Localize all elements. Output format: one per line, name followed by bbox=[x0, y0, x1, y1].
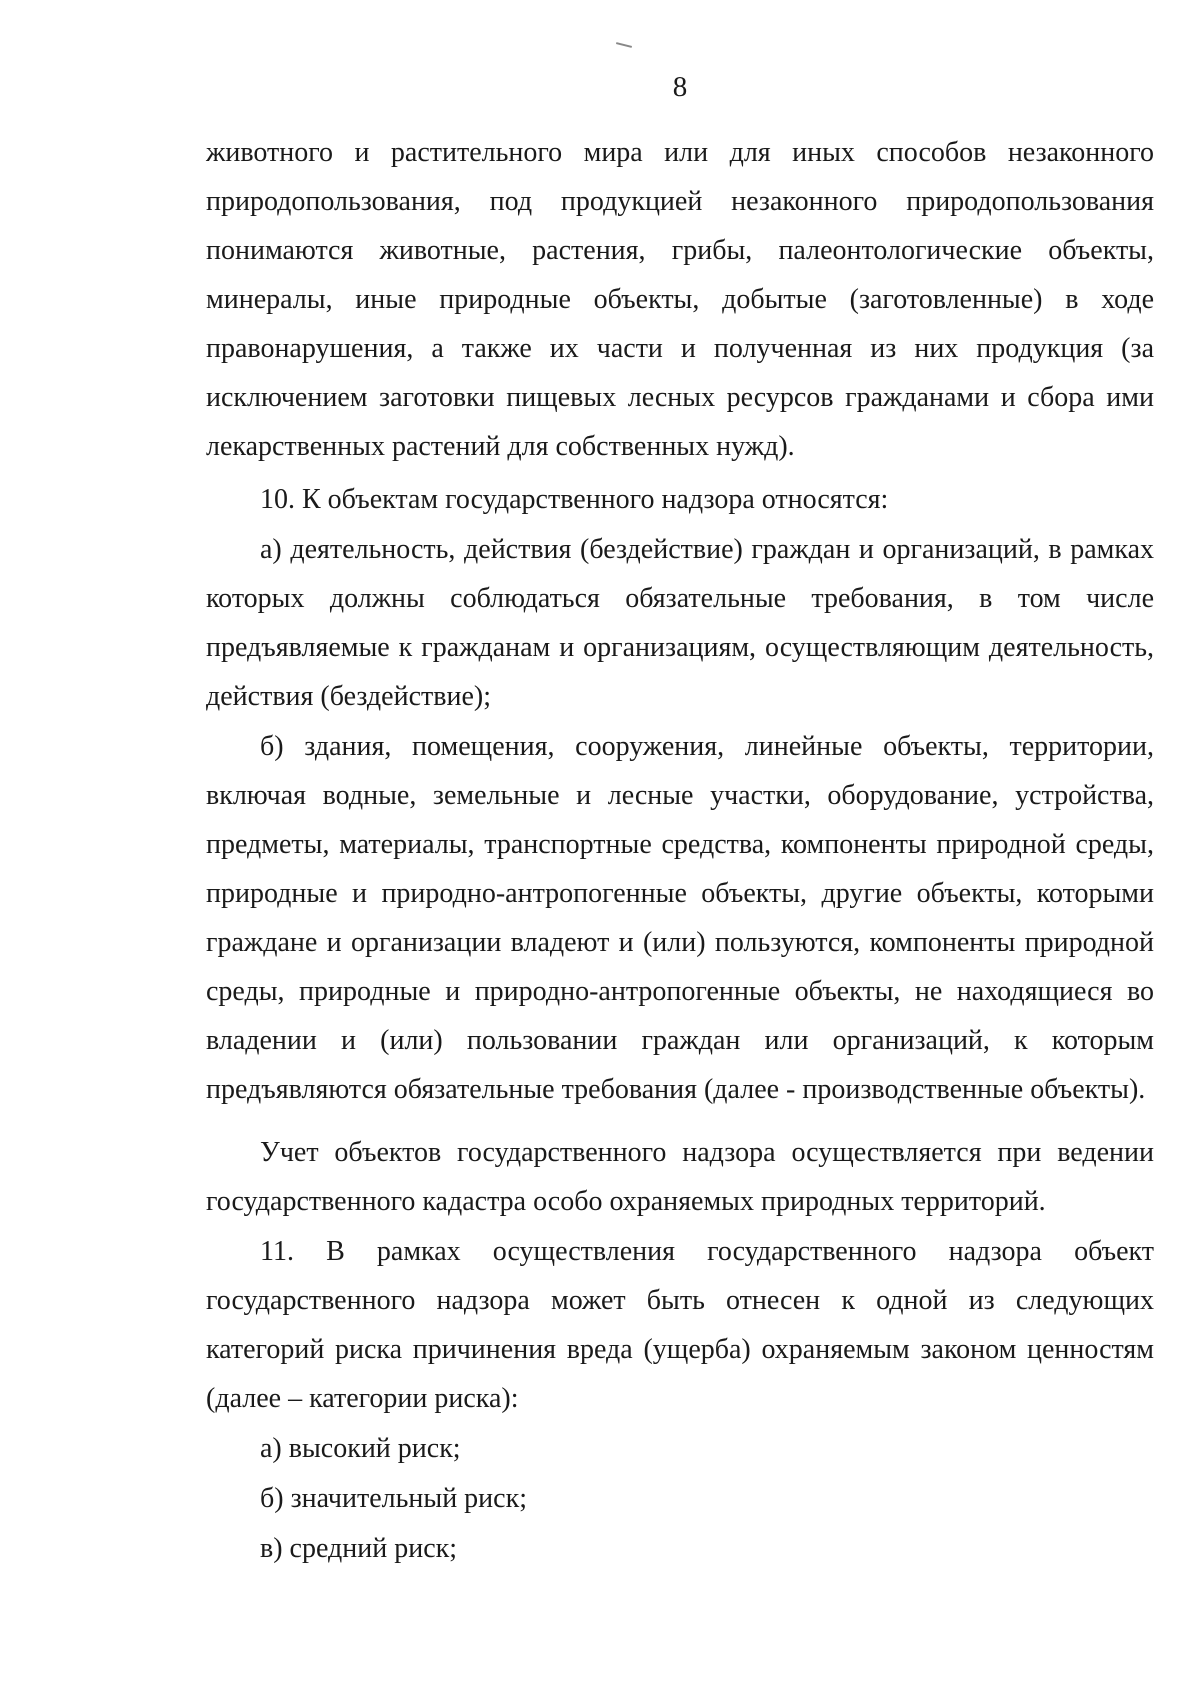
paragraph-continuation: животного и растительного мира или для иных способов незаконного природопользования, под продукцией незаконного природопользования понимаются животные, растения, грибы, палеонтологические объекты, минералы, иные природные объекты, добытые (заготовленные) в ходе правонарушения, а также их части и полученная из них продукция (за исключением заготовки пищевых лесных ресурсов гражданами и сбора ими лекарственных растений для собственных нужд). bbox=[206, 137, 1154, 462]
paragraph-subitem-b: б) здания, помещения, сооружения, линейные объекты, территории, включая водные, земельные и лесные участки, оборудование, устройства, предметы, материалы, транспортные средства, компоненты природной среды, природные и природно-антропогенные объекты, другие объекты, которыми граждане и организации владеют и (или) пользуются, компоненты природной среды, природные и природно-антропогенные объекты, не находящиеся во владении и (или) пользовании граждан или организаций, к которым предъявляются обязательные требования (далее - производственные объекты). bbox=[206, 731, 1154, 1105]
scan-artifact-mark bbox=[616, 42, 632, 48]
paragraph-subitem-a: а) деятельность, действия (бездействие) граждан и организаций, в рамках которых должны соблюдаться обязательные требования, в том числе предъявляемые к гражданам и организациям, осуществляющим деятельность, действия (бездействие); bbox=[206, 534, 1154, 712]
list-item-medium-risk: в) средний риск; bbox=[260, 1533, 458, 1564]
page-number: 8 bbox=[672, 71, 688, 103]
document-body bbox=[206, 128, 1154, 1573]
list-item-high-risk: а) высокий риск; bbox=[260, 1433, 461, 1464]
paragraph-item-11: 11. В рамках осуществления государственного надзора объект государственного надзора может быть отнесен к одной из следующих категорий риска причинения вреда (ущерба) охраняемым законом ценностям (далее – категории риска): bbox=[206, 1236, 1154, 1414]
list-item-significant-risk: б) значительный риск; bbox=[260, 1483, 527, 1514]
paragraph-item-10: 10. К объектам государственного надзора относятся: bbox=[260, 484, 889, 515]
paragraph-accounting: Учет объектов государственного надзора осуществляется при ведении государственного кадастра особо охраняемых природных территорий. bbox=[206, 1137, 1154, 1217]
